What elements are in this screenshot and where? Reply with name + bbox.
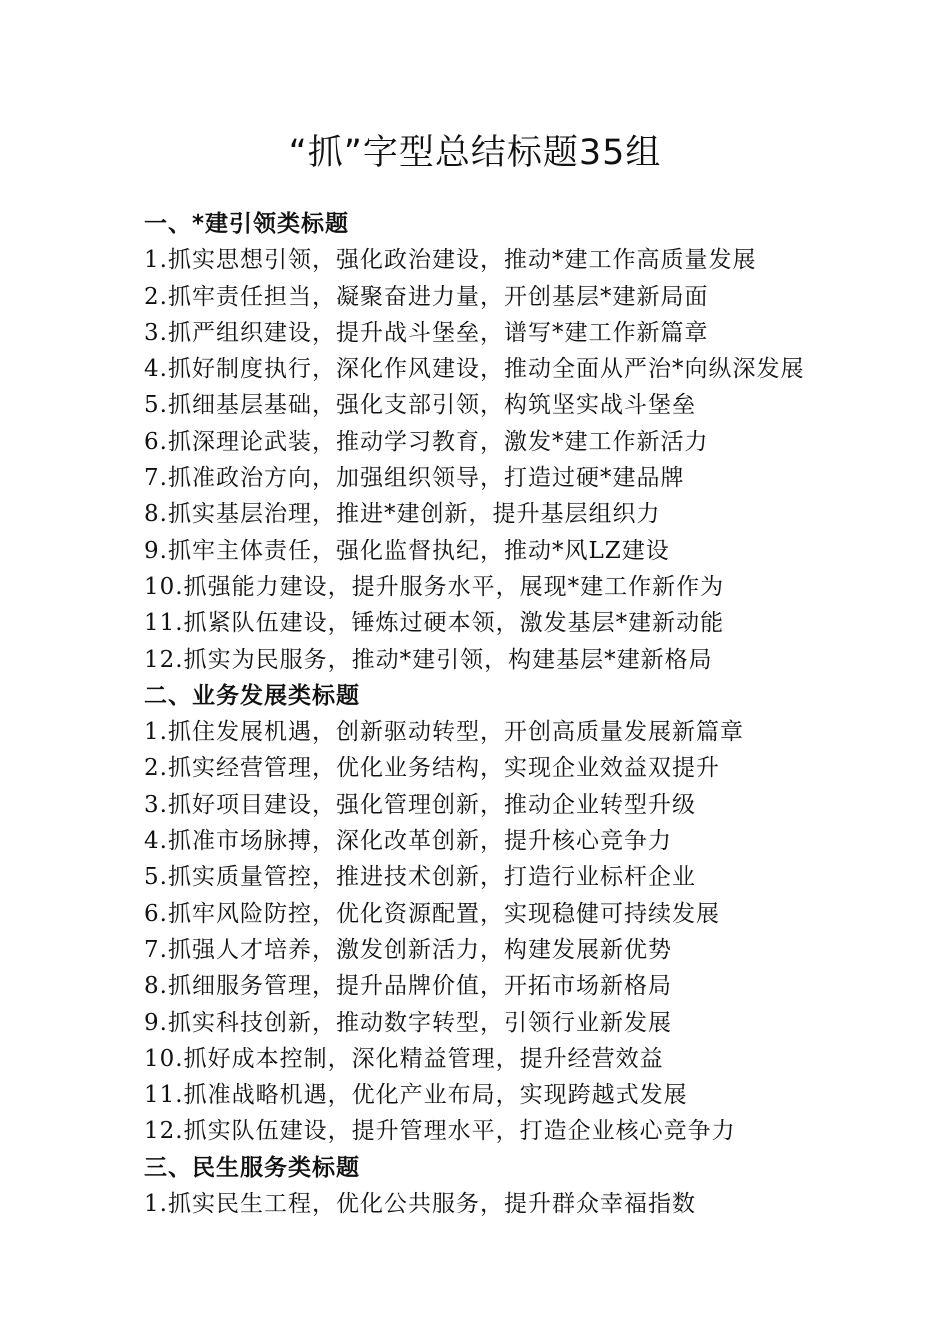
list-item: 4.抓准市场脉搏，深化改革创新，提升核心竞争力 [144, 828, 672, 855]
section-heading: 三、民生服务类标题 [144, 1154, 360, 1181]
list-item: 10.抓好成本控制，深化精益管理，提升经营效益 [144, 1045, 664, 1072]
title-list [144, 714, 844, 1150]
list-item: 8.抓实基层治理，推进*建创新，提升基层组织力 [144, 501, 661, 528]
section-livelihood-services [144, 1150, 844, 1223]
title-list [144, 1186, 844, 1222]
section-business-development [144, 678, 844, 1150]
page-title: “抓”字型总结标题35组 [288, 133, 662, 173]
list-item: 7.抓强人才培养，激发创新活力，构建发展新优势 [144, 936, 672, 963]
section-heading: 一、*建引领类标题 [144, 211, 350, 237]
list-item: 12.抓实队伍建设，提升管理水平，打造企业核心竞争力 [144, 1118, 736, 1145]
list-item: 3.抓严组织建设，提升战斗堡垒，谱写*建工作新篇章 [144, 319, 709, 346]
list-item: 8.抓细服务管理，提升品牌价值，开拓市场新格局 [144, 973, 672, 1000]
list-item: 5.抓实质量管控，推进技术创新，打造行业标杆企业 [144, 864, 696, 891]
list-item: 11.抓准战略机遇，优化产业布局，实现跨越式发展 [144, 1082, 688, 1109]
list-item: 5.抓细基层基础，强化支部引领，构筑坚实战斗堡垒 [144, 392, 696, 419]
section-heading: 二、业务发展类标题 [144, 682, 360, 709]
list-item: 2.抓实经营管理，优化业务结构，实现企业效益双提升 [144, 755, 720, 782]
list-item: 11.抓紧队伍建设，锤炼过硬本领，激发基层*建新动能 [144, 610, 725, 637]
list-item: 2.抓牢责任担当，凝聚奋进力量，开创基层*建新局面 [144, 283, 709, 310]
list-item: 4.抓好制度执行，深化作风建设，推动全面从严治*向纵深发展 [144, 356, 805, 383]
list-item: 3.抓好项目建设，强化管理创新，推动企业转型升级 [144, 791, 696, 818]
list-item: 1.抓实思想引领，强化政治建设，推动*建工作高质量发展 [144, 247, 757, 274]
document-body [144, 206, 844, 1222]
list-item: 7.抓准政治方向，加强组织领导，打造过硬*建品牌 [144, 465, 685, 492]
list-item: 9.抓牢主体责任，强化监督执纪，推动*风LZ建设 [144, 537, 670, 564]
list-item: 1.抓住发展机遇，创新驱动转型，开创高质量发展新篇章 [144, 719, 744, 746]
list-item: 12.抓实为民服务，推动*建引领，构建基层*建新格局 [144, 646, 713, 673]
title-list [144, 242, 844, 678]
list-item: 6.抓牢风险防控，优化资源配置，实现稳健可持续发展 [144, 900, 720, 927]
list-item: 6.抓深理论武装，推动学习教育，激发*建工作新活力 [144, 428, 709, 455]
section-party-leadership [144, 206, 844, 678]
list-item: 9.抓实科技创新，推动数字转型，引领行业新发展 [144, 1009, 672, 1036]
list-item: 10.抓强能力建设，提升服务水平，展现*建工作新作为 [144, 573, 725, 600]
list-item: 1.抓实民生工程，优化公共服务，提升群众幸福指数 [144, 1191, 696, 1218]
